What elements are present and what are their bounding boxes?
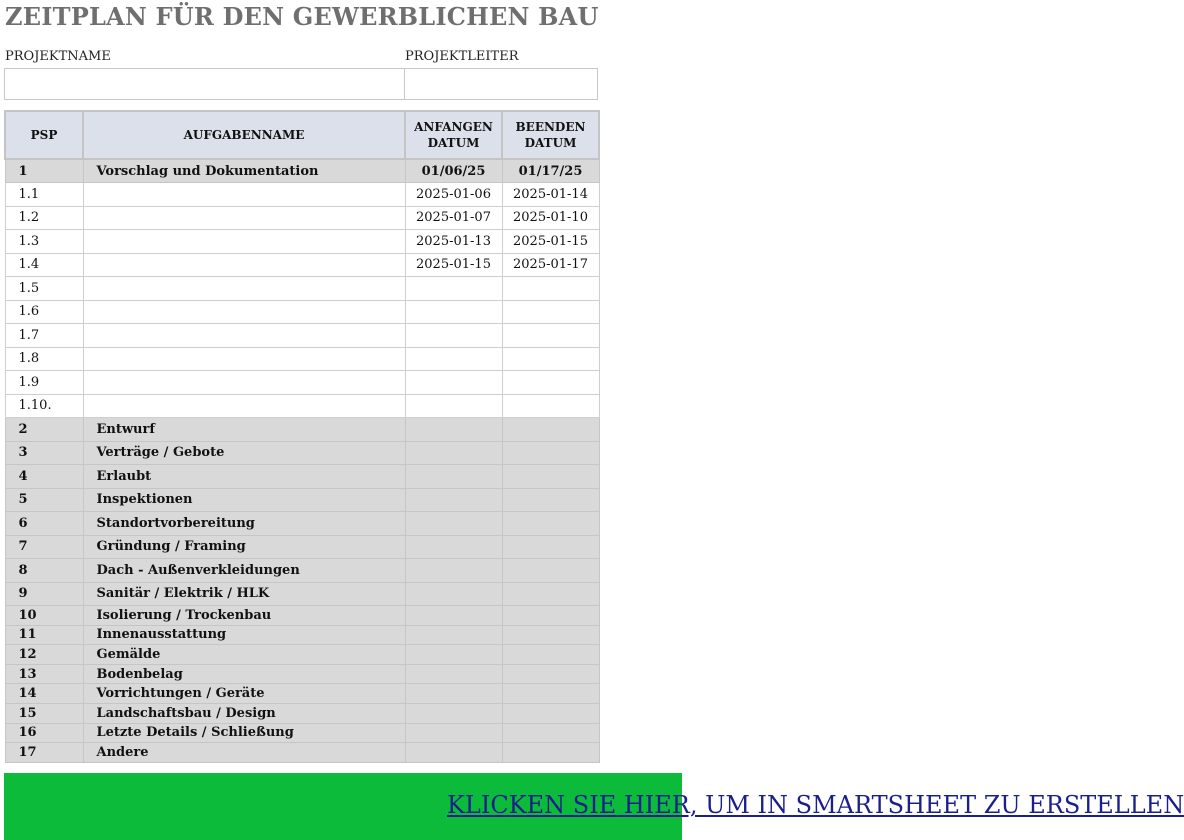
cell-psp[interactable]: 2	[5, 418, 83, 442]
table-row	[5, 625, 599, 645]
cell-end-date[interactable]	[502, 723, 599, 743]
cell-start-date[interactable]	[405, 300, 502, 324]
table-row	[5, 441, 599, 465]
header-end-date-text: BEENDEN DATUM	[515, 120, 586, 150]
cell-start-date[interactable]	[405, 465, 502, 489]
cell-start-date[interactable]	[405, 324, 502, 348]
table-row	[5, 206, 599, 230]
cell-start-date[interactable]	[405, 582, 502, 606]
cell-end-date[interactable]	[502, 371, 599, 395]
cell-task-name[interactable]	[83, 183, 405, 207]
cell-task-name[interactable]: Entwurf	[83, 418, 405, 442]
cell-start-date[interactable]	[405, 535, 502, 559]
cell-task-name[interactable]: Standortvorbereitung	[83, 512, 405, 536]
cell-end-date[interactable]	[502, 703, 599, 723]
cell-task-name[interactable]	[83, 230, 405, 254]
table-row	[5, 394, 599, 418]
table-row	[5, 645, 599, 665]
cell-end-date[interactable]: 2025-01-10	[502, 206, 599, 230]
cell-task-name[interactable]	[83, 300, 405, 324]
cell-end-date[interactable]	[502, 559, 599, 583]
cell-task-name[interactable]: Erlaubt	[83, 465, 405, 489]
cell-psp[interactable]: 1.8	[5, 347, 83, 371]
cell-task-name[interactable]	[83, 324, 405, 348]
table-row	[5, 743, 599, 763]
table-row	[5, 684, 599, 704]
cell-task-name[interactable]: Sanitär / Elektrik / HLK	[83, 582, 405, 606]
cell-start-date[interactable]	[405, 512, 502, 536]
cell-start-date[interactable]	[405, 684, 502, 704]
cell-psp[interactable]: 13	[5, 664, 83, 684]
cell-psp[interactable]: 16	[5, 723, 83, 743]
cell-end-date[interactable]: 01/17/25	[502, 159, 599, 183]
table-row	[5, 703, 599, 723]
cell-task-name[interactable]	[83, 277, 405, 301]
cell-task-name[interactable]: Andere	[83, 743, 405, 763]
cell-psp[interactable]: 1.5	[5, 277, 83, 301]
cell-end-date[interactable]	[502, 324, 599, 348]
cell-start-date[interactable]: 2025-01-13	[405, 230, 502, 254]
table-row	[5, 183, 599, 207]
cell-start-date[interactable]	[405, 441, 502, 465]
cell-start-date[interactable]	[405, 277, 502, 301]
cell-psp[interactable]: 1	[5, 159, 83, 183]
header-start-date-text: ANFANGEN DATUM	[414, 120, 493, 150]
table-row	[5, 277, 599, 301]
header-psp: PSP	[5, 111, 83, 159]
table-row	[5, 512, 599, 536]
cell-task-name[interactable]	[83, 206, 405, 230]
cell-end-date[interactable]	[502, 645, 599, 665]
cell-psp[interactable]: 15	[5, 703, 83, 723]
cell-end-date[interactable]	[502, 684, 599, 704]
cell-start-date[interactable]	[405, 703, 502, 723]
cell-task-name[interactable]: Dach - Außenverkleidungen	[83, 559, 405, 583]
cell-psp[interactable]: 1.1	[5, 183, 83, 207]
cell-psp[interactable]: 1.7	[5, 324, 83, 348]
cell-start-date[interactable]: 2025-01-15	[405, 253, 502, 277]
cell-start-date[interactable]	[405, 606, 502, 626]
cell-end-date[interactable]	[502, 418, 599, 442]
table-row	[5, 159, 599, 183]
cell-task-name[interactable]: Innenausstattung	[83, 625, 405, 645]
cell-end-date[interactable]	[502, 743, 599, 763]
cell-psp[interactable]: 1.10.	[5, 394, 83, 418]
cell-start-date[interactable]	[405, 664, 502, 684]
cell-psp[interactable]: 1.2	[5, 206, 83, 230]
cell-task-name[interactable]: Isolierung / Trockenbau	[83, 606, 405, 626]
cell-task-name[interactable]	[83, 371, 405, 395]
cell-psp[interactable]: 12	[5, 645, 83, 665]
table-row	[5, 253, 599, 277]
cell-start-date[interactable]	[405, 559, 502, 583]
cell-psp[interactable]: 10	[5, 606, 83, 626]
table-row	[5, 535, 599, 559]
header-task-name: AUFGABENNAME	[83, 111, 405, 159]
header-start-date	[405, 111, 502, 159]
cell-start-date[interactable]: 2025-01-07	[405, 206, 502, 230]
cell-task-name[interactable]: Landschaftsbau / Design	[83, 703, 405, 723]
schedule-table	[4, 110, 600, 763]
cell-task-name[interactable]: Gründung / Framing	[83, 535, 405, 559]
cell-psp[interactable]: 1.4	[5, 253, 83, 277]
cell-task-name[interactable]	[83, 347, 405, 371]
table-row	[5, 371, 599, 395]
cell-start-date[interactable]	[405, 723, 502, 743]
cell-psp[interactable]: 5	[5, 488, 83, 512]
header-end-date	[502, 111, 599, 159]
cell-psp[interactable]: 14	[5, 684, 83, 704]
cell-start-date[interactable]	[405, 743, 502, 763]
cell-end-date[interactable]	[502, 488, 599, 512]
cell-start-date[interactable]: 01/06/25	[405, 159, 502, 183]
table-row	[5, 230, 599, 254]
cell-end-date[interactable]	[502, 512, 599, 536]
table-row	[5, 664, 599, 684]
table-row	[5, 324, 599, 348]
cell-psp[interactable]: 1.3	[5, 230, 83, 254]
smartsheet-link[interactable]: KLICKEN SIE HIER, UM IN SMARTSHEET ZU ERSTELLEN	[447, 791, 1184, 819]
cell-task-name[interactable]: Inspektionen	[83, 488, 405, 512]
cell-psp[interactable]: 11	[5, 625, 83, 645]
project-name-label: PROJEKTNAME	[5, 49, 111, 64]
cell-psp[interactable]: 9	[5, 582, 83, 606]
cell-start-date[interactable]	[405, 347, 502, 371]
cell-start-date[interactable]	[405, 394, 502, 418]
cell-end-date[interactable]	[502, 441, 599, 465]
cell-end-date[interactable]: 2025-01-15	[502, 230, 599, 254]
cell-task-name[interactable]	[83, 394, 405, 418]
cell-end-date[interactable]	[502, 535, 599, 559]
cell-end-date[interactable]	[502, 625, 599, 645]
cell-psp[interactable]: 4	[5, 465, 83, 489]
cell-task-name[interactable]	[83, 253, 405, 277]
cell-task-name[interactable]: Letzte Details / Schließung	[83, 723, 405, 743]
cell-end-date[interactable]	[502, 465, 599, 489]
cell-end-date[interactable]	[502, 394, 599, 418]
cell-end-date[interactable]	[502, 347, 599, 371]
table-row	[5, 582, 599, 606]
cell-start-date[interactable]	[405, 371, 502, 395]
cell-end-date[interactable]	[502, 606, 599, 626]
cell-psp[interactable]: 7	[5, 535, 83, 559]
cell-start-date[interactable]	[405, 418, 502, 442]
cell-psp[interactable]: 6	[5, 512, 83, 536]
cell-task-name[interactable]: Bodenbelag	[83, 664, 405, 684]
cell-psp[interactable]: 17	[5, 743, 83, 763]
table-header-row	[5, 111, 599, 159]
project-lead-label: PROJEKTLEITER	[405, 49, 519, 64]
cell-start-date[interactable]: 2025-01-06	[405, 183, 502, 207]
table-row	[5, 606, 599, 626]
cell-psp[interactable]: 1.6	[5, 300, 83, 324]
cell-end-date[interactable]: 2025-01-14	[502, 183, 599, 207]
cell-psp[interactable]: 8	[5, 559, 83, 583]
table-row	[5, 465, 599, 489]
table-row	[5, 559, 599, 583]
cell-task-name[interactable]: Verträge / Gebote	[83, 441, 405, 465]
cell-start-date[interactable]	[405, 625, 502, 645]
cell-end-date[interactable]: 2025-01-17	[502, 253, 599, 277]
cell-end-date[interactable]	[502, 277, 599, 301]
table-row	[5, 723, 599, 743]
cell-task-name[interactable]: Vorrichtungen / Geräte	[83, 684, 405, 704]
cell-task-name[interactable]: Gemälde	[83, 645, 405, 665]
table-row	[5, 347, 599, 371]
project-lead-field[interactable]	[404, 68, 598, 100]
cell-task-name[interactable]: Vorschlag und Dokumentation	[83, 159, 405, 183]
cell-end-date[interactable]	[502, 582, 599, 606]
project-name-field[interactable]	[4, 68, 405, 100]
cell-start-date[interactable]	[405, 645, 502, 665]
cell-psp[interactable]: 3	[5, 441, 83, 465]
cta-banner[interactable]	[4, 773, 1184, 840]
table-row	[5, 488, 599, 512]
table-row	[5, 300, 599, 324]
cell-end-date[interactable]	[502, 664, 599, 684]
page-title: ZEITPLAN FÜR DEN GEWERBLICHEN BAU	[5, 2, 599, 31]
table-row	[5, 418, 599, 442]
cell-start-date[interactable]	[405, 488, 502, 512]
cell-psp[interactable]: 1.9	[5, 371, 83, 395]
cell-end-date[interactable]	[502, 300, 599, 324]
